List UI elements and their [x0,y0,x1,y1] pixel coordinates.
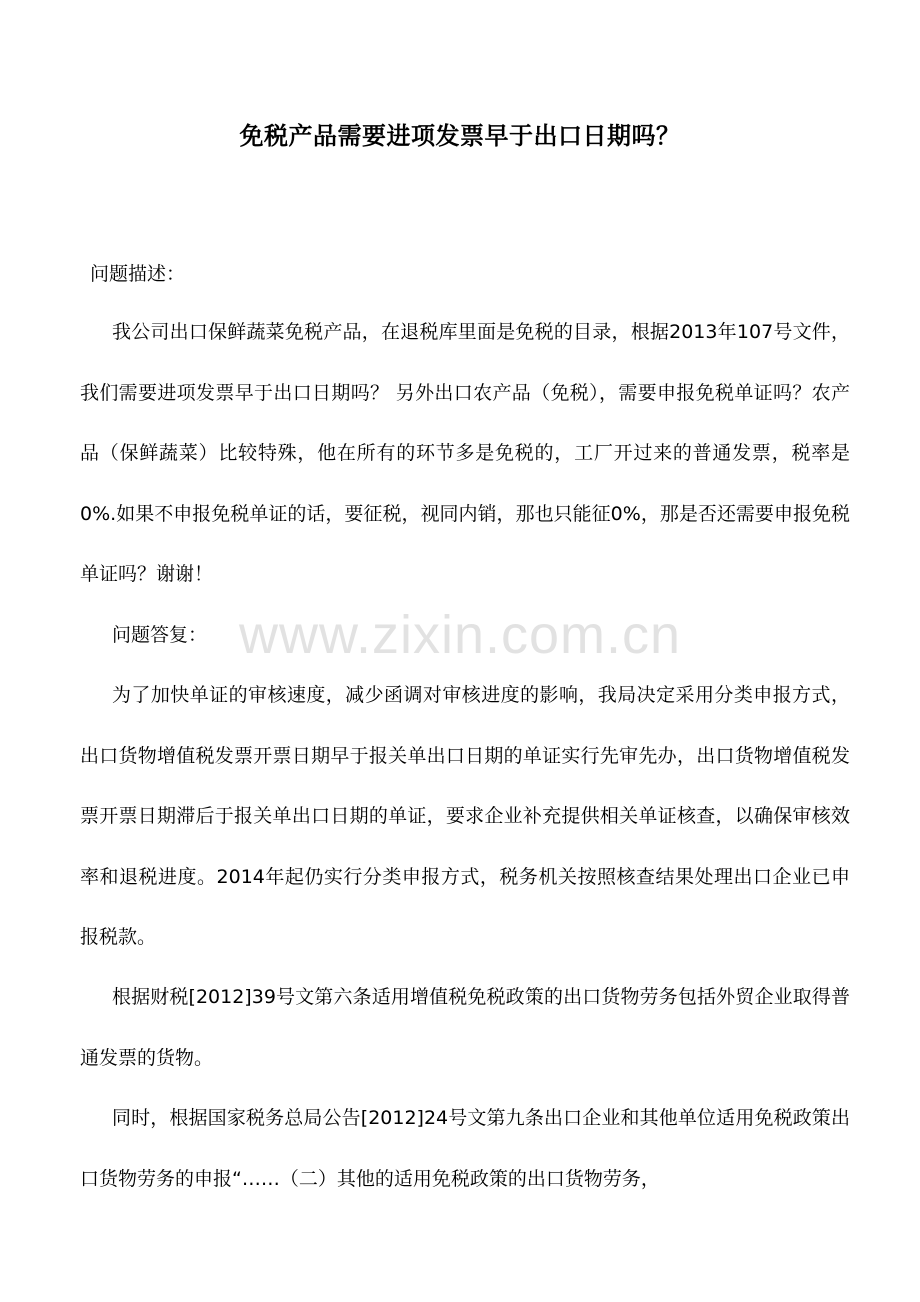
page-title: 免税产品需要进项发票早于出口日期吗？ [239,122,681,150]
answer-paragraph: 根据财税[2012]39号文第六条适用增值税免税政策的出口货物劳务包括外贸企业取得普通发票的货物。 [80,986,850,1069]
answer-paragraph: 同时，根据国家税务总局公告[2012]24号文第九条出口企业和其他单位适用免税政策出口货物劳务的申报“……（二）其他的适用免税政策的出口货物劳务， [80,1107,850,1190]
question-label: 问题描述： [90,263,186,285]
answer-label: 问题答复： [112,624,208,646]
question-paragraph: 我公司出口保鲜蔬菜免税产品，在退税库里面是免税的目录，根据2013年107号文件，我们需要进项发票早于出口日期吗？ 另外出口农产品（免税），需要申报免税单证吗？农产品（保鲜蔬菜）比较特殊，他在所有的环节多是免税的，工厂开过来的普通发票，税率是0%.如果不申报免税单证的话，要征税，视同内销，那也只能征0%，那是否还需要申报免税单证吗？谢谢！ [80,321,850,586]
answer-paragraph: 为了加快单证的审核速度，减少函调对审核进度的影响，我局决定采用分类申报方式，出口货物增值税发票开票日期早于报关单出口日期的单证实行先审先办，出口货物增值税发票开票日期滞后于报关单出口日期的单证，要求企业补充提供相关单证核查，以确保审核效率和退税进度。2014年起仍实行分类申报方式，税务机关按照核查结果处理出口企业已申报税款。 [80,684,850,949]
watermark: www.zixin.com.cn [238,605,682,665]
